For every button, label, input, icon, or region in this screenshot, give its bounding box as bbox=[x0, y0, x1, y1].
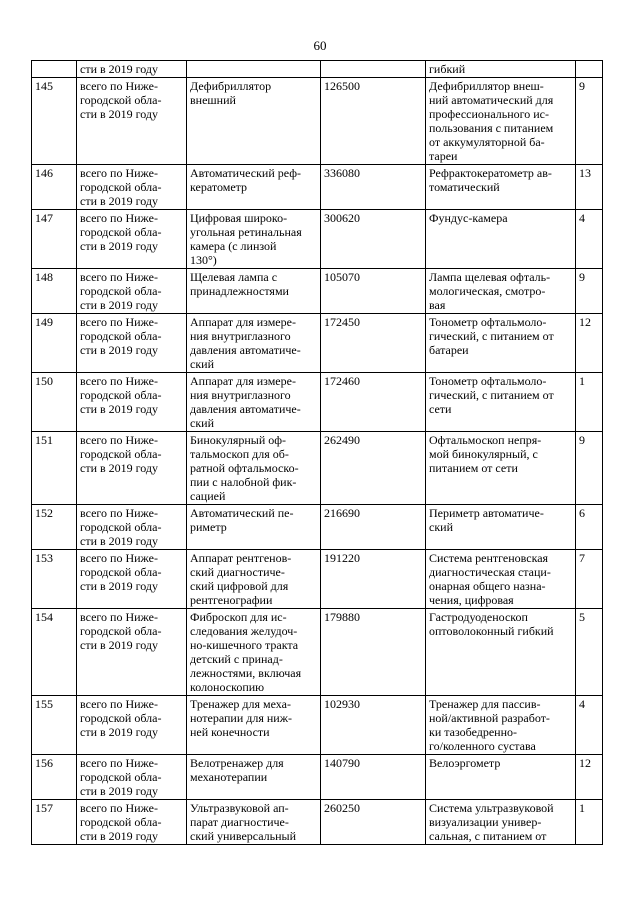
equipment-name-cell: Тренажер для меха- нотерапии для ниж- ней конечности bbox=[187, 696, 321, 755]
table-row bbox=[32, 269, 603, 314]
region-cell: всего по Ниже- городской обла- сти в 2019 году bbox=[77, 755, 187, 800]
equipment-table bbox=[31, 60, 603, 845]
equipment-code-cell bbox=[321, 61, 426, 78]
quantity-cell: 9 bbox=[576, 432, 603, 505]
equipment-code-cell: 262490 bbox=[321, 432, 426, 505]
equipment-description-cell: Периметр автоматиче- ский bbox=[426, 505, 576, 550]
row-number-cell: 156 bbox=[32, 755, 77, 800]
row-number-cell: 155 bbox=[32, 696, 77, 755]
equipment-code-cell: 300620 bbox=[321, 210, 426, 269]
region-cell: всего по Ниже- городской обла- сти в 2019 году bbox=[77, 78, 187, 165]
row-number-cell: 147 bbox=[32, 210, 77, 269]
page-number: 60 bbox=[313, 38, 327, 53]
region-cell: всего по Ниже- городской обла- сти в 2019 году bbox=[77, 165, 187, 210]
equipment-description-cell: Велоэргометр bbox=[426, 755, 576, 800]
equipment-description-cell: Офтальмоскоп непря- мой бинокулярный, с питанием от сети bbox=[426, 432, 576, 505]
equipment-description-cell: гибкий bbox=[426, 61, 576, 78]
quantity-cell bbox=[576, 61, 603, 78]
table-row bbox=[32, 755, 603, 800]
equipment-code-cell: 336080 bbox=[321, 165, 426, 210]
equipment-name-cell: Дефибриллятор внешний bbox=[187, 78, 321, 165]
equipment-name-cell: Цифровая широко- угольная ретинальная камера (с линзой 130°) bbox=[187, 210, 321, 269]
region-cell: всего по Ниже- городской обла- сти в 2019 году bbox=[77, 210, 187, 269]
equipment-name-cell: Бинокулярный оф- тальмоскоп для об- ратной офтальмоско- пии с налобной фик- сацией bbox=[187, 432, 321, 505]
equipment-name-cell: Аппарат для измере- ния внутриглазного давления автоматиче- ский bbox=[187, 373, 321, 432]
table-row bbox=[32, 505, 603, 550]
equipment-code-cell: 216690 bbox=[321, 505, 426, 550]
equipment-description-cell: Гастродуоденоскоп оптоволоконный гибкий bbox=[426, 609, 576, 696]
equipment-description-cell: Тонометр офтальмоло- гический, с питанием от батареи bbox=[426, 314, 576, 373]
quantity-cell: 6 bbox=[576, 505, 603, 550]
equipment-name-cell: Велотренажер для механотерапии bbox=[187, 755, 321, 800]
quantity-cell: 4 bbox=[576, 696, 603, 755]
row-number-cell: 148 bbox=[32, 269, 77, 314]
equipment-code-cell: 260250 bbox=[321, 800, 426, 845]
quantity-cell: 12 bbox=[576, 314, 603, 373]
quantity-cell: 1 bbox=[576, 800, 603, 845]
table-row bbox=[32, 61, 603, 78]
equipment-description-cell: Система рентгеновская диагностическая стаци- онарная общего назна- чения, цифровая bbox=[426, 550, 576, 609]
equipment-code-cell: 140790 bbox=[321, 755, 426, 800]
region-cell: всего по Ниже- городской обла- сти в 2019 году bbox=[77, 696, 187, 755]
table-row bbox=[32, 373, 603, 432]
table-row bbox=[32, 210, 603, 269]
equipment-description-cell: Дефибриллятор внеш- ний автоматический для профессионального ис- пользования с питанием от аккумуляторной ба- тареи bbox=[426, 78, 576, 165]
quantity-cell: 12 bbox=[576, 755, 603, 800]
region-cell: всего по Ниже- городской обла- сти в 2019 году bbox=[77, 373, 187, 432]
quantity-cell: 9 bbox=[576, 269, 603, 314]
row-number-cell: 149 bbox=[32, 314, 77, 373]
region-cell: сти в 2019 году bbox=[77, 61, 187, 78]
quantity-cell: 9 bbox=[576, 78, 603, 165]
table-row bbox=[32, 432, 603, 505]
equipment-name-cell: Щелевая лампа с принадлежностями bbox=[187, 269, 321, 314]
table-row bbox=[32, 78, 603, 165]
row-number-cell: 145 bbox=[32, 78, 77, 165]
equipment-code-cell: 172450 bbox=[321, 314, 426, 373]
table-row bbox=[32, 696, 603, 755]
table-row bbox=[32, 165, 603, 210]
equipment-name-cell: Фиброскоп для ис- следования желудоч- но-кишечного тракта детский с принад- лежностями, включая колоноскопию bbox=[187, 609, 321, 696]
row-number-cell: 153 bbox=[32, 550, 77, 609]
equipment-name-cell: Аппарат рентгенов- ский диагностиче- ский цифровой для рентгенографии bbox=[187, 550, 321, 609]
table-row bbox=[32, 314, 603, 373]
quantity-cell: 4 bbox=[576, 210, 603, 269]
region-cell: всего по Ниже- городской обла- сти в 2019 году bbox=[77, 432, 187, 505]
quantity-cell: 7 bbox=[576, 550, 603, 609]
quantity-cell: 1 bbox=[576, 373, 603, 432]
equipment-description-cell: Система ультразвуковой визуализации универ- сальная, с питанием от bbox=[426, 800, 576, 845]
region-cell: всего по Ниже- городской обла- сти в 2019 году bbox=[77, 550, 187, 609]
equipment-description-cell: Фундус-камера bbox=[426, 210, 576, 269]
region-cell: всего по Ниже- городской обла- сти в 2019 году bbox=[77, 269, 187, 314]
table-row bbox=[32, 800, 603, 845]
equipment-name-cell: Ультразвуковой ап- парат диагностиче- ский универсальный bbox=[187, 800, 321, 845]
row-number-cell: 157 bbox=[32, 800, 77, 845]
equipment-name-cell: Автоматический реф- кератометр bbox=[187, 165, 321, 210]
equipment-description-cell: Рефрактокератометр ав- томатический bbox=[426, 165, 576, 210]
equipment-description-cell: Лампа щелевая офталь- мологическая, смотро- вая bbox=[426, 269, 576, 314]
equipment-table-body bbox=[32, 61, 603, 845]
equipment-name-cell: Автоматический пе- риметр bbox=[187, 505, 321, 550]
quantity-cell: 5 bbox=[576, 609, 603, 696]
equipment-code-cell: 105070 bbox=[321, 269, 426, 314]
equipment-code-cell: 172460 bbox=[321, 373, 426, 432]
equipment-name-cell: Аппарат для измере- ния внутриглазного давления автоматиче- ский bbox=[187, 314, 321, 373]
table-row bbox=[32, 609, 603, 696]
region-cell: всего по Ниже- городской обла- сти в 2019 году bbox=[77, 609, 187, 696]
row-number-cell: 154 bbox=[32, 609, 77, 696]
row-number-cell: 152 bbox=[32, 505, 77, 550]
row-number-cell: 151 bbox=[32, 432, 77, 505]
region-cell: всего по Ниже- городской обла- сти в 2019 году bbox=[77, 800, 187, 845]
equipment-code-cell: 126500 bbox=[321, 78, 426, 165]
row-number-cell: 146 bbox=[32, 165, 77, 210]
equipment-description-cell: Тренажер для пассив- ной/активной разработ- ки тазобедренно- го/коленного сустава bbox=[426, 696, 576, 755]
region-cell: всего по Ниже- городской обла- сти в 2019 году bbox=[77, 505, 187, 550]
row-number-cell: 150 bbox=[32, 373, 77, 432]
equipment-name-cell bbox=[187, 61, 321, 78]
quantity-cell: 13 bbox=[576, 165, 603, 210]
equipment-code-cell: 191220 bbox=[321, 550, 426, 609]
region-cell: всего по Ниже- городской обла- сти в 2019 году bbox=[77, 314, 187, 373]
equipment-code-cell: 179880 bbox=[321, 609, 426, 696]
equipment-description-cell: Тонометр офтальмоло- гический, с питанием от сети bbox=[426, 373, 576, 432]
row-number-cell bbox=[32, 61, 77, 78]
equipment-code-cell: 102930 bbox=[321, 696, 426, 755]
table-row bbox=[32, 550, 603, 609]
